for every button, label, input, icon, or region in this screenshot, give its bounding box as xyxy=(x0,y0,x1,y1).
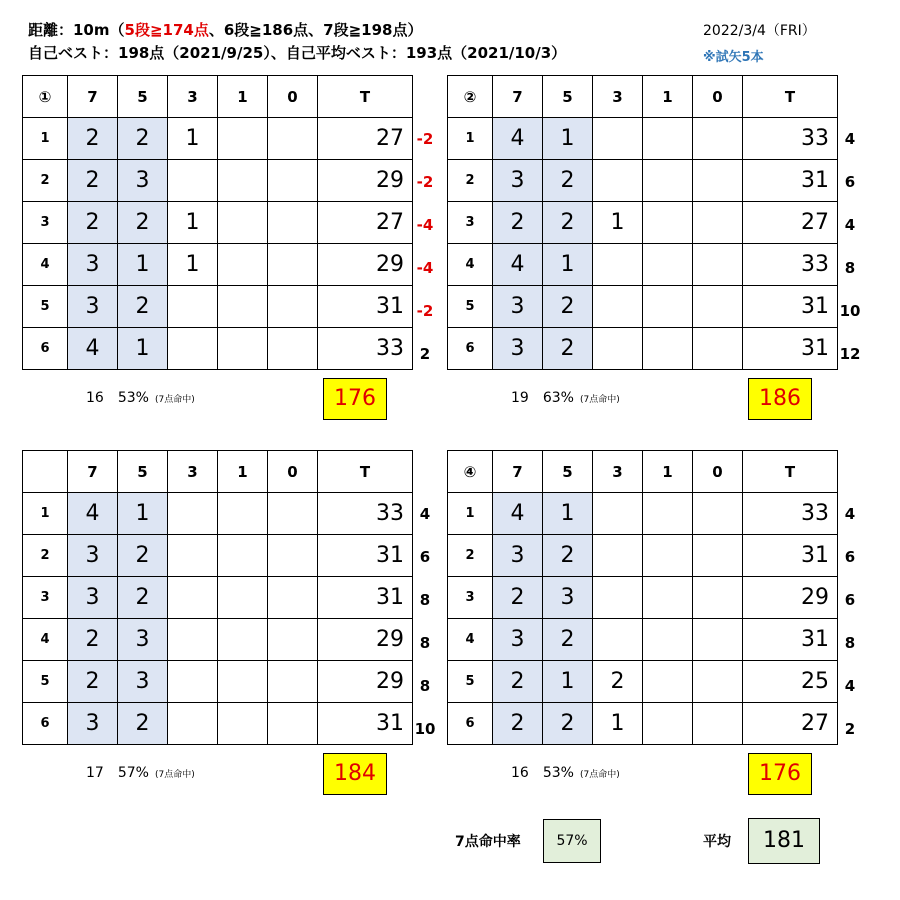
column-header: T xyxy=(318,451,413,493)
end-number: 1 xyxy=(23,118,68,160)
end-number: 5 xyxy=(448,286,493,328)
column-header: 0 xyxy=(693,451,743,493)
end-total: 31 xyxy=(318,703,413,745)
hit-count-cell xyxy=(693,118,743,160)
record-date: 2022/3/4（FRI） xyxy=(703,23,816,39)
cumulative-diff: 4 xyxy=(844,130,856,148)
hit-count-cell xyxy=(168,535,218,577)
end-number: 3 xyxy=(448,202,493,244)
hit-count-cell xyxy=(218,661,268,703)
end-number: 2 xyxy=(448,535,493,577)
hit-count-cell xyxy=(168,328,218,370)
column-header: 5 xyxy=(118,451,168,493)
hit-rate-value: 57% xyxy=(543,819,601,863)
hit-count-cell: 1 xyxy=(543,118,593,160)
hit-count-cell xyxy=(218,703,268,745)
hit-rate-note: (7点命中) xyxy=(579,770,620,780)
hit-count-cell xyxy=(218,118,268,160)
hit-count-cell xyxy=(693,202,743,244)
end-number: 2 xyxy=(23,535,68,577)
hit-count-cell xyxy=(268,703,318,745)
hit-count-cell xyxy=(268,535,318,577)
column-header: 1 xyxy=(643,451,693,493)
hit-count-cell xyxy=(593,160,643,202)
end-number: 4 xyxy=(23,244,68,286)
cumulative-diff: 8 xyxy=(419,591,431,609)
hit-count-cell xyxy=(268,244,318,286)
hit-count-cell: 1 xyxy=(168,202,218,244)
table-row xyxy=(448,118,838,160)
hit-count-cell: 2 xyxy=(543,619,593,661)
hit-rate-label: 7点命中率 xyxy=(455,834,521,850)
hit-count-cell: 3 xyxy=(118,619,168,661)
column-header: 0 xyxy=(268,76,318,118)
hit-count-cell xyxy=(218,160,268,202)
hit-count-cell xyxy=(693,703,743,745)
cumulative-diff: 2 xyxy=(844,720,856,738)
hit-count-cell xyxy=(218,619,268,661)
end-number: 1 xyxy=(448,118,493,160)
hit-count-cell xyxy=(268,118,318,160)
hit-rate-note: (7点命中) xyxy=(579,395,620,405)
hit-count-cell: 1 xyxy=(543,661,593,703)
hit-count-cell: 2 xyxy=(493,577,543,619)
cumulative-diff: 4 xyxy=(419,505,431,523)
hit-count-cell: 3 xyxy=(68,577,118,619)
hit-count-cell xyxy=(643,703,693,745)
hit-count-cell xyxy=(593,244,643,286)
hit-count-cell: 1 xyxy=(543,493,593,535)
hit-count-cell xyxy=(268,493,318,535)
column-header: 7 xyxy=(68,76,118,118)
hit-count-cell xyxy=(268,577,318,619)
hit-count-cell xyxy=(643,535,693,577)
average-label: 平均 xyxy=(703,834,731,850)
round-label: ④ xyxy=(448,451,493,493)
distance-criteria xyxy=(28,19,422,40)
round-label: ① xyxy=(23,76,68,118)
column-header: 5 xyxy=(543,76,593,118)
end-total: 27 xyxy=(743,703,838,745)
table-row xyxy=(448,577,838,619)
end-number: 3 xyxy=(448,577,493,619)
hit-count-cell: 2 xyxy=(543,535,593,577)
table-row xyxy=(23,244,413,286)
hit-count-cell xyxy=(268,619,318,661)
hit-count-cell xyxy=(593,118,643,160)
hit-count-cell: 2 xyxy=(68,160,118,202)
end-total: 31 xyxy=(743,328,838,370)
hit-count-cell: 1 xyxy=(118,328,168,370)
cumulative-diff: 8 xyxy=(419,677,431,695)
cumulative-diff: 6 xyxy=(844,173,856,191)
cumulative-diff: -2 xyxy=(416,302,434,320)
hit-count-cell: 2 xyxy=(543,160,593,202)
hit-count-cell: 2 xyxy=(118,535,168,577)
hit-count-cell: 1 xyxy=(118,493,168,535)
column-header: T xyxy=(318,76,413,118)
hit-count-cell: 2 xyxy=(543,286,593,328)
cumulative-diff: 8 xyxy=(419,634,431,652)
column-header: 7 xyxy=(493,451,543,493)
end-total: 29 xyxy=(318,244,413,286)
column-header: T xyxy=(743,76,838,118)
cumulative-diff: -2 xyxy=(416,130,434,148)
hit-count-cell: 1 xyxy=(168,244,218,286)
end-number: 2 xyxy=(23,160,68,202)
hit-count-cell: 1 xyxy=(118,244,168,286)
end-total: 33 xyxy=(743,244,838,286)
hit-count-cell xyxy=(168,661,218,703)
hit-count-cell xyxy=(643,577,693,619)
hit-count-cell: 2 xyxy=(493,202,543,244)
hit-count-cell: 4 xyxy=(493,244,543,286)
hit-count-cell xyxy=(593,328,643,370)
hit-count-cell xyxy=(693,493,743,535)
hit-count-cell: 1 xyxy=(543,244,593,286)
table-row xyxy=(448,286,838,328)
hit-count: 17 xyxy=(86,765,104,781)
end-number: 5 xyxy=(23,661,68,703)
hit-count-cell: 2 xyxy=(68,661,118,703)
hit-count-cell xyxy=(218,328,268,370)
hit-count-cell xyxy=(643,493,693,535)
cumulative-diff: 10 xyxy=(839,302,861,320)
hit-count-cell xyxy=(218,286,268,328)
table-row xyxy=(448,493,838,535)
hit-count-cell: 1 xyxy=(593,202,643,244)
hit-count-cell: 2 xyxy=(118,286,168,328)
hit-count-cell xyxy=(218,493,268,535)
end-number: 6 xyxy=(23,703,68,745)
hit-count: 19 xyxy=(511,390,529,406)
hit-count-cell xyxy=(168,493,218,535)
hit-count-cell xyxy=(643,286,693,328)
table-row xyxy=(448,160,838,202)
hit-count-cell xyxy=(593,286,643,328)
cumulative-diff: 8 xyxy=(844,634,856,652)
hit-rate: 53% xyxy=(542,765,574,781)
table-row xyxy=(23,118,413,160)
hit-count-cell: 3 xyxy=(493,286,543,328)
end-total: 25 xyxy=(743,661,838,703)
end-total: 33 xyxy=(743,118,838,160)
table-row xyxy=(23,535,413,577)
column-header: 3 xyxy=(593,451,643,493)
column-header: 5 xyxy=(118,76,168,118)
round-label xyxy=(23,451,68,493)
table-row xyxy=(23,286,413,328)
end-number: 4 xyxy=(23,619,68,661)
table-row xyxy=(448,202,838,244)
cumulative-diff: 12 xyxy=(839,345,861,363)
end-number: 6 xyxy=(23,328,68,370)
hit-count-cell: 2 xyxy=(118,577,168,619)
hit-count-cell xyxy=(643,661,693,703)
cumulative-diff: 2 xyxy=(419,345,431,363)
hit-rate-note: (7点命中) xyxy=(154,770,195,780)
round-summary xyxy=(86,765,195,781)
hit-rate-note: (7点命中) xyxy=(154,395,195,405)
cumulative-diff: 6 xyxy=(419,548,431,566)
hit-count-cell xyxy=(693,244,743,286)
column-header: 0 xyxy=(693,76,743,118)
hit-count-cell xyxy=(268,286,318,328)
hit-count-cell xyxy=(693,328,743,370)
hit-count-cell xyxy=(168,160,218,202)
end-number: 1 xyxy=(448,493,493,535)
table-row xyxy=(23,661,413,703)
end-total: 31 xyxy=(743,286,838,328)
round-summary xyxy=(511,765,620,781)
round-label: ② xyxy=(448,76,493,118)
trial-arrows-note: ※試矢5本 xyxy=(703,50,764,65)
hit-count-cell xyxy=(693,286,743,328)
table-row xyxy=(448,661,838,703)
round-table-3 xyxy=(22,450,413,745)
hit-count-cell: 3 xyxy=(68,286,118,328)
end-number: 2 xyxy=(448,160,493,202)
hit-count-cell: 3 xyxy=(543,577,593,619)
hit-count-cell xyxy=(218,535,268,577)
end-number: 3 xyxy=(23,202,68,244)
end-number: 5 xyxy=(448,661,493,703)
round-summary xyxy=(511,390,620,406)
hit-count-cell: 2 xyxy=(68,118,118,160)
column-header: 7 xyxy=(493,76,543,118)
hit-rate: 57% xyxy=(117,765,149,781)
end-total: 33 xyxy=(743,493,838,535)
end-total: 31 xyxy=(318,535,413,577)
round-summary xyxy=(86,390,195,406)
hit-count: 16 xyxy=(86,390,104,406)
end-number: 4 xyxy=(448,244,493,286)
criteria-5dan: 5段≧174点 xyxy=(124,21,209,39)
end-number: 3 xyxy=(23,577,68,619)
criteria-rest: 、6段≧186点、7段≧198点） xyxy=(208,21,423,39)
hit-count-cell: 3 xyxy=(118,160,168,202)
end-total: 29 xyxy=(318,160,413,202)
table-row xyxy=(23,202,413,244)
hit-count-cell: 2 xyxy=(68,202,118,244)
hit-count-cell xyxy=(643,160,693,202)
hit-count-cell: 2 xyxy=(543,202,593,244)
column-header: 1 xyxy=(643,76,693,118)
hit-count-cell: 1 xyxy=(168,118,218,160)
round-table-1 xyxy=(22,75,413,370)
hit-count-cell xyxy=(593,577,643,619)
hit-count-cell xyxy=(693,160,743,202)
hit-count-cell: 2 xyxy=(543,703,593,745)
table-row xyxy=(448,619,838,661)
round-score: 186 xyxy=(748,378,812,420)
distance-label: 距離：10m（ xyxy=(28,21,125,39)
end-number: 6 xyxy=(448,703,493,745)
end-total: 31 xyxy=(743,619,838,661)
round-score: 176 xyxy=(323,378,387,420)
hit-count-cell: 3 xyxy=(493,619,543,661)
hit-count-cell xyxy=(693,619,743,661)
hit-count-cell: 4 xyxy=(493,493,543,535)
table-row xyxy=(23,328,413,370)
hit-count-cell: 1 xyxy=(593,703,643,745)
cumulative-diff: -4 xyxy=(416,216,434,234)
hit-count-cell xyxy=(268,202,318,244)
table-row xyxy=(23,493,413,535)
hit-count-cell: 3 xyxy=(118,661,168,703)
hit-rate: 53% xyxy=(117,390,149,406)
hit-count-cell: 2 xyxy=(68,619,118,661)
cumulative-diff: 10 xyxy=(414,720,436,738)
hit-count-cell: 2 xyxy=(118,703,168,745)
cumulative-diff: -4 xyxy=(416,259,434,277)
end-total: 31 xyxy=(318,577,413,619)
hit-count-cell: 2 xyxy=(493,661,543,703)
end-number: 6 xyxy=(448,328,493,370)
hit-count-cell xyxy=(268,328,318,370)
end-total: 29 xyxy=(318,661,413,703)
cumulative-diff: 4 xyxy=(844,677,856,695)
hit-count-cell xyxy=(168,577,218,619)
hit-count-cell: 3 xyxy=(68,703,118,745)
hit-count: 16 xyxy=(511,765,529,781)
hit-count-cell xyxy=(168,619,218,661)
table-row xyxy=(448,244,838,286)
hit-count-cell: 4 xyxy=(68,328,118,370)
round-table-4 xyxy=(447,450,838,745)
hit-count-cell: 4 xyxy=(493,118,543,160)
hit-count-cell xyxy=(643,118,693,160)
end-number: 1 xyxy=(23,493,68,535)
hit-count-cell xyxy=(218,577,268,619)
column-header: 5 xyxy=(543,451,593,493)
hit-count-cell xyxy=(693,577,743,619)
column-header: 3 xyxy=(168,451,218,493)
end-total: 33 xyxy=(318,328,413,370)
round-table-2 xyxy=(447,75,838,370)
hit-count-cell xyxy=(593,535,643,577)
hit-rate: 63% xyxy=(542,390,574,406)
table-row xyxy=(448,703,838,745)
hit-count-cell: 3 xyxy=(493,328,543,370)
end-total: 31 xyxy=(318,286,413,328)
column-header: T xyxy=(743,451,838,493)
column-header: 1 xyxy=(218,451,268,493)
end-total: 31 xyxy=(743,160,838,202)
hit-count-cell: 2 xyxy=(118,118,168,160)
hit-count-cell xyxy=(643,619,693,661)
end-total: 27 xyxy=(743,202,838,244)
hit-count-cell xyxy=(643,202,693,244)
hit-count-cell: 2 xyxy=(593,661,643,703)
cumulative-diff: 6 xyxy=(844,591,856,609)
end-total: 27 xyxy=(318,202,413,244)
cumulative-diff: 4 xyxy=(844,505,856,523)
hit-count-cell xyxy=(693,661,743,703)
hit-count-cell: 4 xyxy=(68,493,118,535)
column-header: 3 xyxy=(593,76,643,118)
hit-count-cell xyxy=(593,493,643,535)
table-row xyxy=(23,619,413,661)
column-header: 0 xyxy=(268,451,318,493)
hit-count-cell xyxy=(643,244,693,286)
end-number: 4 xyxy=(448,619,493,661)
end-total: 27 xyxy=(318,118,413,160)
table-row xyxy=(23,577,413,619)
column-header: 1 xyxy=(218,76,268,118)
table-row xyxy=(448,328,838,370)
table-row xyxy=(23,160,413,202)
end-total: 31 xyxy=(743,535,838,577)
end-number: 5 xyxy=(23,286,68,328)
cumulative-diff: 8 xyxy=(844,259,856,277)
cumulative-diff: 6 xyxy=(844,548,856,566)
hit-count-cell xyxy=(218,244,268,286)
table-row xyxy=(448,535,838,577)
hit-count-cell: 3 xyxy=(68,535,118,577)
round-score: 184 xyxy=(323,753,387,795)
average-value: 181 xyxy=(748,818,820,864)
hit-count-cell xyxy=(268,160,318,202)
hit-count-cell xyxy=(593,619,643,661)
hit-count-cell: 3 xyxy=(493,160,543,202)
round-score: 176 xyxy=(748,753,812,795)
hit-count-cell: 3 xyxy=(493,535,543,577)
cumulative-diff: -2 xyxy=(416,173,434,191)
table-row xyxy=(23,703,413,745)
cumulative-diff: 4 xyxy=(844,216,856,234)
hit-count-cell xyxy=(693,535,743,577)
hit-count-cell xyxy=(268,661,318,703)
end-total: 33 xyxy=(318,493,413,535)
hit-count-cell xyxy=(168,703,218,745)
hit-count-cell: 2 xyxy=(493,703,543,745)
hit-count-cell xyxy=(643,328,693,370)
hit-count-cell: 2 xyxy=(118,202,168,244)
column-header: 3 xyxy=(168,76,218,118)
hit-count-cell: 3 xyxy=(68,244,118,286)
personal-best: 自己ベスト：198点（2021/9/25）、自己平均ベスト：193点（2021/10/3） xyxy=(28,44,567,62)
hit-count-cell: 2 xyxy=(543,328,593,370)
column-header: 7 xyxy=(68,451,118,493)
hit-count-cell xyxy=(168,286,218,328)
end-total: 29 xyxy=(743,577,838,619)
hit-count-cell xyxy=(218,202,268,244)
end-total: 29 xyxy=(318,619,413,661)
